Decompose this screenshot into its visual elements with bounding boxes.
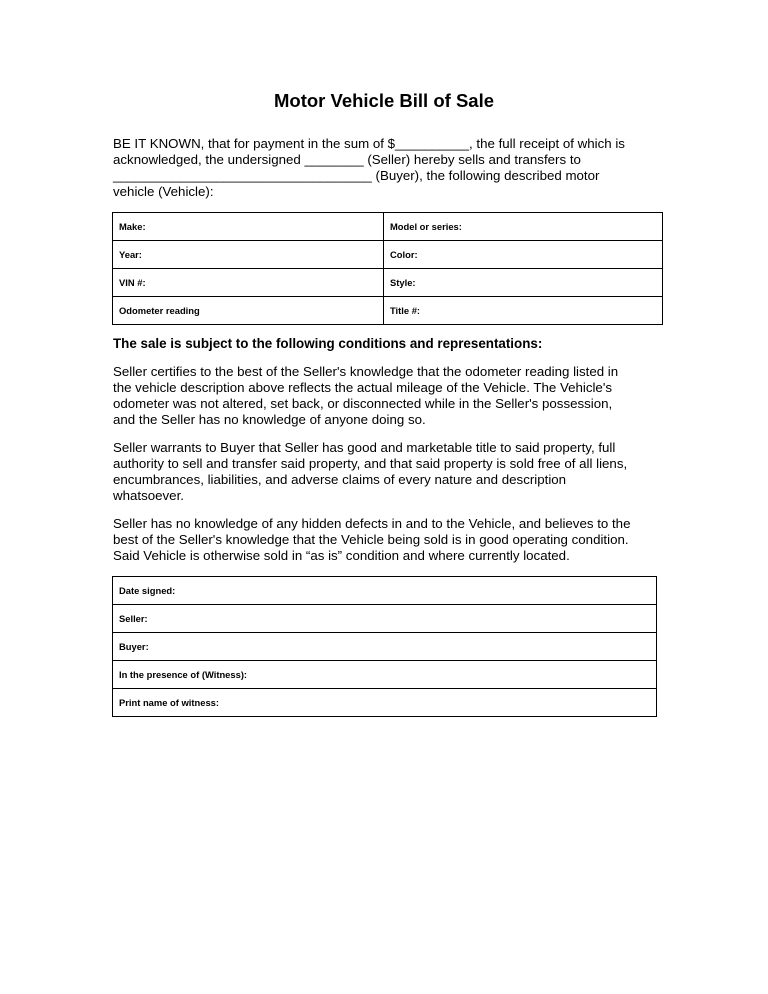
paragraph-line: Said Vehicle is otherwise sold in “as is” condition and where currently located. (113, 548, 570, 563)
paragraph-line: Seller warrants to Buyer that Seller has good and marketable title to said property, full (113, 440, 616, 455)
paragraph-line: whatsoever. (113, 488, 184, 503)
date-signed-field[interactable]: Date signed: (113, 577, 657, 605)
intro-paragraph (113, 136, 658, 200)
color-field[interactable]: Color: (384, 241, 663, 269)
paragraph-line: encumbrances, liabilities, and adverse claims of every nature and description (113, 472, 567, 487)
title-warranty-paragraph (113, 440, 658, 504)
paragraph-line: the vehicle description above reflects the actual mileage of the Vehicle. The Vehicle's (113, 380, 613, 395)
odometer-certification-paragraph (113, 364, 658, 428)
intro-line: ___________________________________ (Buyer), the following described motor (113, 168, 600, 183)
odometer-field[interactable]: Odometer reading (113, 297, 384, 325)
intro-line: vehicle (Vehicle): (113, 184, 214, 199)
table-row (113, 661, 657, 689)
table-row (113, 689, 657, 717)
buyer-signature-field[interactable]: Buyer: (113, 633, 657, 661)
signature-table (112, 576, 657, 717)
table-row (113, 605, 657, 633)
witness-name-field[interactable]: Print name of witness: (113, 689, 657, 717)
style-field[interactable]: Style: (384, 269, 663, 297)
table-row (113, 633, 657, 661)
vehicle-details-table (112, 212, 663, 325)
conditions-heading: The sale is subject to the following conditions and representations: (113, 336, 543, 351)
intro-line: BE IT KNOWN, that for payment in the sum of $__________, the full receipt of which is (113, 136, 625, 151)
paragraph-line: odometer was not altered, set back, or disconnected while in the Seller's possession, (113, 396, 613, 411)
table-row (113, 269, 663, 297)
seller-signature-field[interactable]: Seller: (113, 605, 657, 633)
vin-field[interactable]: VIN #: (113, 269, 384, 297)
defects-disclosure-paragraph (113, 516, 658, 564)
page-title: Motor Vehicle Bill of Sale (274, 90, 494, 111)
paragraph-line: Seller has no knowledge of any hidden defects in and to the Vehicle, and believes to the (113, 516, 631, 531)
witness-signature-field[interactable]: In the presence of (Witness): (113, 661, 657, 689)
paragraph-line: and the Seller has no knowledge of anyone doing so. (113, 412, 426, 427)
intro-line: acknowledged, the undersigned ________ (Seller) hereby sells and transfers to (113, 152, 581, 167)
paragraph-line: authority to sell and transfer said property, and that said property is sold free of all liens, (113, 456, 628, 471)
table-row (113, 577, 657, 605)
paragraph-line: Seller certifies to the best of the Seller's knowledge that the odometer reading listed in (113, 364, 619, 379)
model-field[interactable]: Model or series: (384, 213, 663, 241)
year-field[interactable]: Year: (113, 241, 384, 269)
make-field[interactable]: Make: (113, 213, 384, 241)
table-row (113, 241, 663, 269)
title-number-field[interactable]: Title #: (384, 297, 663, 325)
table-row (113, 297, 663, 325)
table-row (113, 213, 663, 241)
paragraph-line: best of the Seller's knowledge that the Vehicle being sold is in good operating condition. (113, 532, 629, 547)
